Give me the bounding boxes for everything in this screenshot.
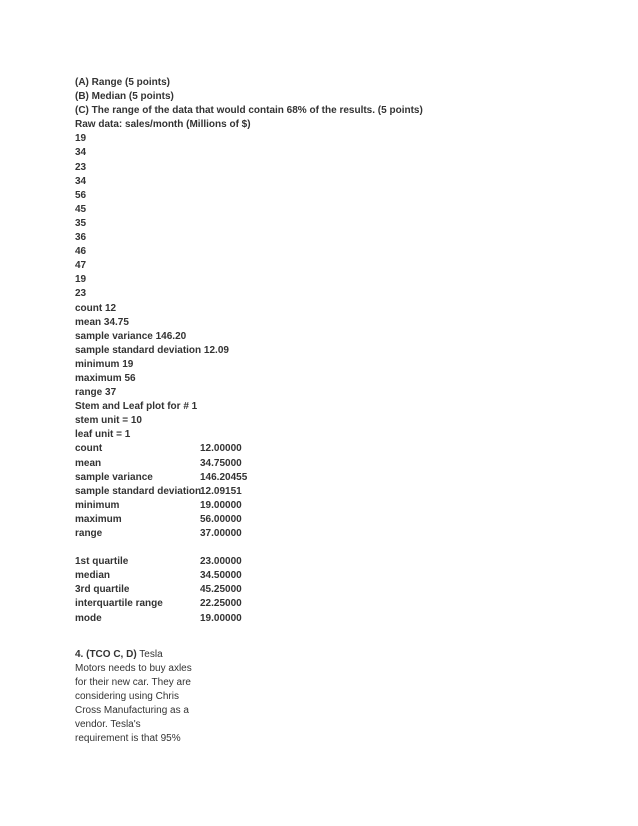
summary-line: mean 34.75 <box>75 316 129 328</box>
stat-label: minimum <box>75 499 120 511</box>
question-text: Tesla Motors needs to buy axles for their new car. They are considering using Chris Cross Manufacturing as a vendor. Tesla's requirement is that 95% <box>75 648 192 745</box>
stat-value: 56.00000 <box>200 513 242 525</box>
stat-label: count <box>75 443 103 455</box>
stats-row <box>75 612 595 626</box>
summary-line: sample variance 146.20 <box>75 330 187 342</box>
raw-data-value: 19 <box>75 133 87 145</box>
stat-label: mode <box>75 612 102 624</box>
stem-leaf-heading: Stem and Leaf plot for # 1 <box>75 401 198 413</box>
raw-data-value: 34 <box>75 147 87 159</box>
stats-row <box>75 499 595 513</box>
stat-value: 34.50000 <box>200 570 242 582</box>
stat-value: 45.25000 <box>200 584 242 596</box>
summary-line: range 37 <box>75 387 117 399</box>
summary-list <box>75 302 595 443</box>
raw-data-heading: Raw data: sales/month (Millions of $) <box>75 119 251 131</box>
summary-line: count 12 <box>75 302 117 314</box>
prompt-line: (C) The range of the data that would contain 68% of the results. (5 points) <box>75 105 423 117</box>
stat-label: sample standard deviation <box>75 485 202 497</box>
raw-data-value: 45 <box>75 203 87 215</box>
stat-label: mean <box>75 457 102 469</box>
stats-table-quartiles <box>75 555 595 625</box>
stats-row <box>75 513 595 527</box>
stats-row <box>75 597 595 611</box>
summary-line: leaf unit = 1 <box>75 429 131 441</box>
spacer <box>75 541 595 555</box>
raw-data-value: 19 <box>75 274 87 286</box>
raw-data-value: 47 <box>75 260 87 272</box>
stat-value: 12.09151 <box>200 485 242 497</box>
stats-row <box>75 471 595 485</box>
stat-value: 23.00000 <box>200 556 242 568</box>
stat-label: sample variance <box>75 471 153 483</box>
prompt-line: (A) Range (5 points) <box>75 77 170 88</box>
stats-row <box>75 442 595 456</box>
raw-data-value: 35 <box>75 217 87 229</box>
stat-label: interquartile range <box>75 598 163 610</box>
stats-row <box>75 569 595 583</box>
stats-row <box>75 485 595 499</box>
stats-row <box>75 583 595 597</box>
document-page <box>75 76 595 746</box>
raw-data-value: 34 <box>75 175 87 187</box>
question-4 <box>75 648 195 747</box>
spacer <box>75 626 595 640</box>
stat-value: 22.25000 <box>200 598 242 610</box>
raw-data-value: 36 <box>75 232 87 244</box>
stats-row <box>75 457 595 471</box>
prompt-list <box>75 76 595 132</box>
stat-label: median <box>75 570 111 582</box>
raw-data-value: 23 <box>75 288 87 300</box>
summary-line: sample standard deviation 12.09 <box>75 344 229 356</box>
stat-label: maximum <box>75 513 122 525</box>
stat-label: 3rd quartile <box>75 584 130 596</box>
stat-value: 19.00000 <box>200 612 242 624</box>
stats-table-primary <box>75 442 595 541</box>
stat-label: 1st quartile <box>75 556 129 568</box>
stats-row <box>75 527 595 541</box>
summary-line: minimum 19 <box>75 358 134 370</box>
prompt-line: (B) Median (5 points) <box>75 91 174 103</box>
raw-data-list <box>75 132 595 301</box>
question-heading: 4. (TCO C, D) <box>75 648 137 660</box>
stat-value: 37.00000 <box>200 528 242 539</box>
raw-data-value: 56 <box>75 189 87 201</box>
raw-data-value: 46 <box>75 246 87 258</box>
stats-row <box>75 555 595 569</box>
stat-value: 19.00000 <box>200 499 242 511</box>
stat-label: range <box>75 528 103 539</box>
summary-line: maximum 56 <box>75 372 136 384</box>
stat-value: 12.00000 <box>200 443 242 455</box>
stat-value: 146.20455 <box>200 471 248 483</box>
summary-line: stem unit = 10 <box>75 415 142 427</box>
stat-value: 34.75000 <box>200 457 242 469</box>
raw-data-value: 23 <box>75 161 87 173</box>
